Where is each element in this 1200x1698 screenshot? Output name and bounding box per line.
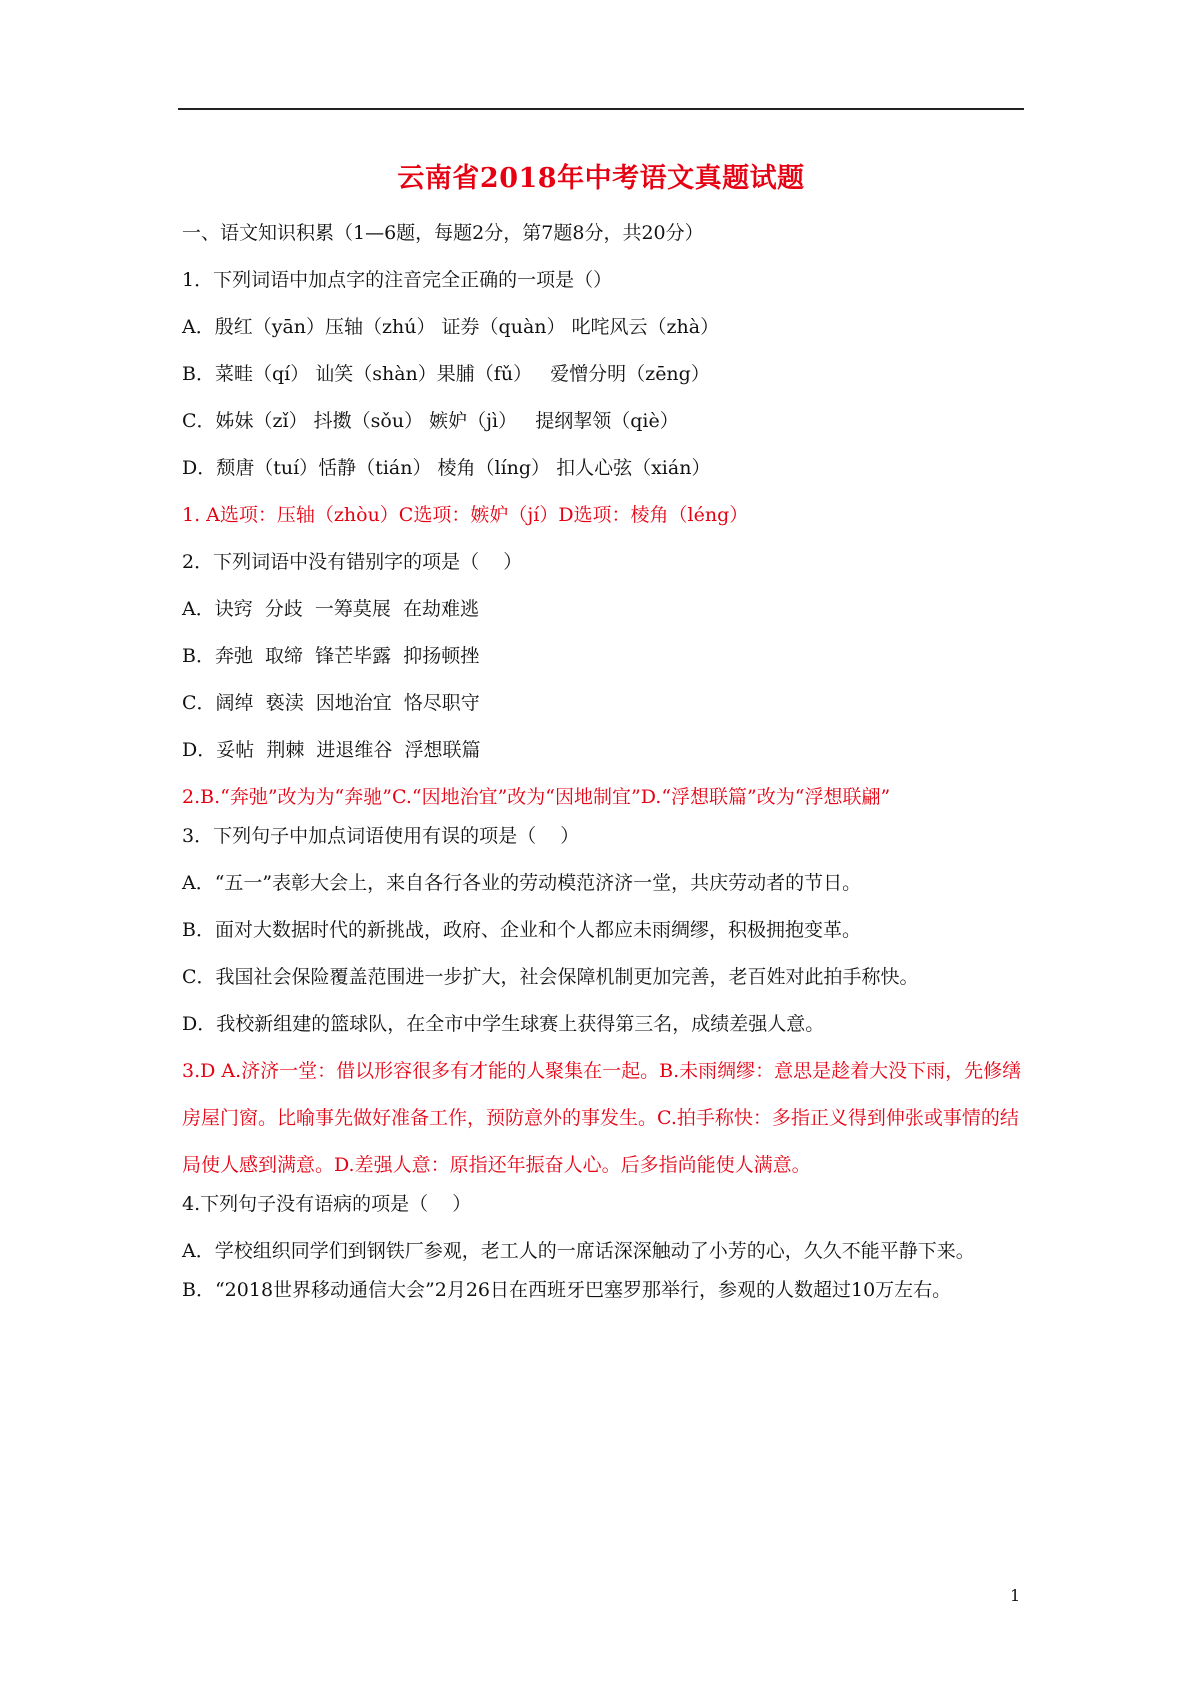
question-2-option-b: B．奔弛 取缔 锋芒毕露 抑扬顿挫	[182, 645, 480, 667]
question-3-option-d: D．我校新组建的篮球队，在全市中学生球赛上获得第三名，成绩差强人意。	[182, 1013, 825, 1035]
question-4-option-a: A．学校组织同学们到钢铁厂参观，老工人的一席话深深触动了小芳的心，久久不能平静下来。	[182, 1240, 975, 1262]
question-1-option-b: B．菜畦（qí） 讪笑（shàn）果脯（fǔ） 爱憎分明（zēng）	[182, 363, 710, 385]
question-1-stem: 1．下列词语中加点字的注音完全正确的一项是（）	[182, 269, 613, 291]
document-body	[182, 218, 1024, 1314]
section-heading: 一、语文知识积累（1—6题，每题2分，第7题8分，共20分）	[182, 222, 704, 244]
page-number: 1	[1010, 1586, 1021, 1605]
page-title: 云南省2018年中考语文真题试题	[397, 163, 805, 194]
question-3-stem: 3．下列句子中加点词语使用有误的项是（ ）	[182, 825, 580, 847]
header-rule	[178, 108, 1024, 110]
question-1-option-a: A．殷红（yān）压轴（zhú） 证券（quàn） 叱咤风云（zhà）	[182, 316, 720, 338]
question-2-option-a: A．诀窍 分歧 一筹莫展 在劫难逃	[182, 598, 479, 620]
question-1-option-c: C．姊妹（zǐ） 抖擞（sǒu） 嫉妒（jì） 提纲挈领（qiè）	[182, 410, 679, 432]
question-2-stem: 2．下列词语中没有错别字的项是（ ）	[182, 551, 523, 573]
question-3-option-b: B．面对大数据时代的新挑战，政府、企业和个人都应未雨绸缪，积极拥抱变革。	[182, 919, 861, 941]
question-3-option-c: C．我国社会保险覆盖范围进一步扩大，社会保障机制更加完善，老百姓对此拍手称快。	[182, 966, 919, 988]
question-2-answer: 2.B.“奔弛”改为为“奔驰”C.“因地治宜”改为“因地制宜”D.“浮想联篇”改为“浮想联翩”	[182, 786, 891, 808]
question-3-option-a: A．“五一”表彰大会上，来自各行各业的劳动模范济济一堂，共庆劳动者的节日。	[182, 872, 862, 894]
question-2-option-c: C．阔绰 亵渎 因地治宜 恪尽职守	[182, 692, 480, 714]
question-4-stem: 4.下列句子没有语病的项是（ ）	[182, 1193, 472, 1215]
question-2-option-d: D．妥帖 荆棘 进退维谷 浮想联篇	[182, 739, 481, 761]
question-4-option-b: B．“2018世界移动通信大会”2月26日在西班牙巴塞罗那举行，参观的人数超过10万左右。	[182, 1279, 952, 1301]
question-1-option-d: D．颓唐（tuí）恬静（tián） 棱角（líng） 扣人心弦（xián）	[182, 457, 711, 479]
question-3-answer: 3.D A.济济一堂：借以形容很多有才能的人聚集在一起。B.未雨绸缪：意思是趁着大没下雨，先修缮房屋门窗。比喻事先做好准备工作，预防意外的事发生。C.拍手称快：多指正义得到伸张或事情的结局使人感到满意。D.差强人意：原指还年振奋人心。后多指尚能使人满意。	[182, 1060, 1022, 1176]
question-1-answer: 1. A选项：压轴（zhòu）C选项：嫉妒（jí）D选项：棱角（léng）	[182, 504, 749, 526]
